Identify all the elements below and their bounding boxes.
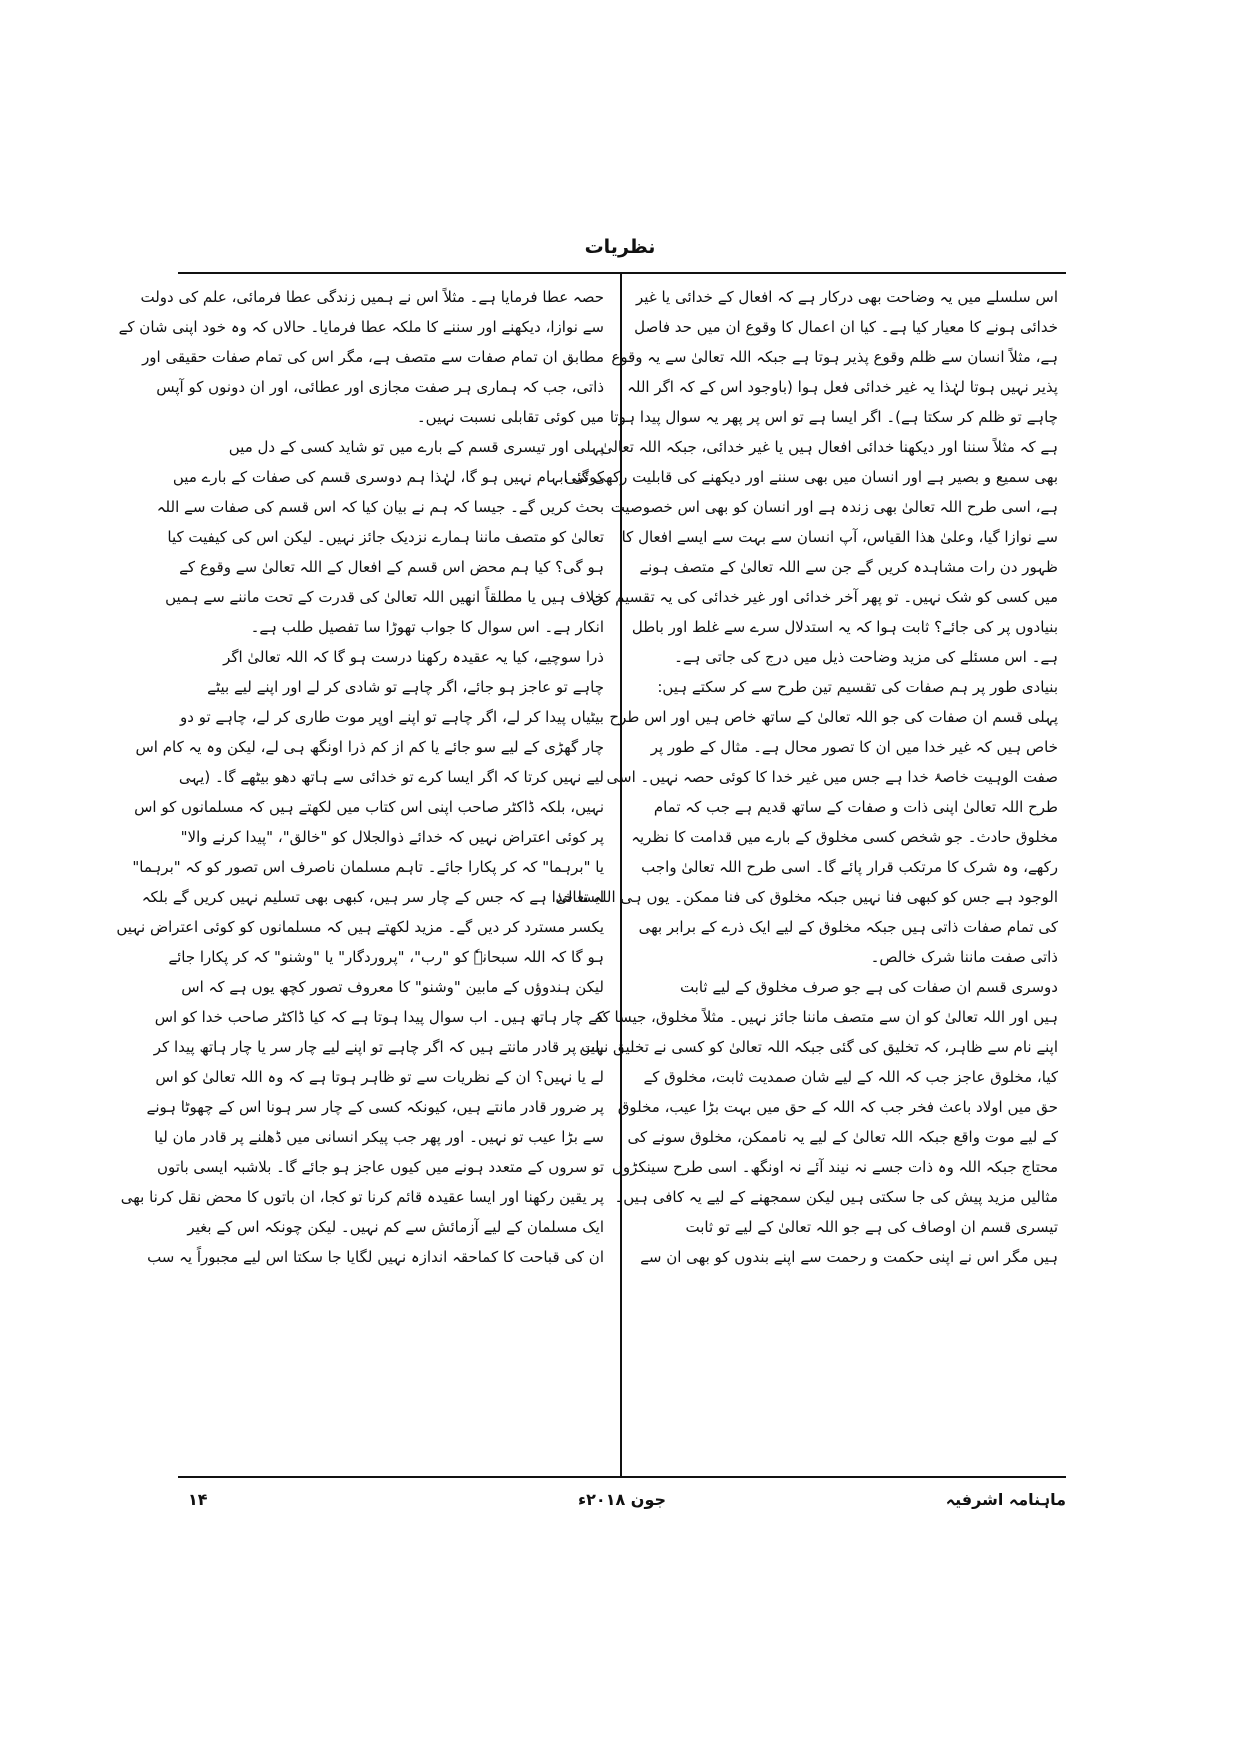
text-line: صفت الوہیت خاصۂ خدا ہے جس میں غیر خدا کا کوئی حصہ نہیں۔ اسی: [606, 768, 1058, 786]
text-line: ظہور دن رات مشاہدہ کریں گے جن سے اللہ تعالیٰ کے متصف ہونے: [639, 558, 1058, 576]
text-line: الوجود ہے جس کو کبھی فنا نہیں جبکہ مخلوق کی فنا ممکن۔ یوں ہی اللہ تعالیٰ: [555, 888, 1058, 906]
text-line: مخلوق حادث۔ جو شخص کسی مخلوق کے بارے میں قدامت کا نظریہ: [631, 828, 1058, 846]
text-line: یا "برہما" کہ کر پکارا جائے۔ تاہم مسلمان ناصرف اس تصور کو کہ "برہما": [132, 858, 604, 876]
text-line: ایک مسلمان کے لیے آزمائش سے کم نہیں۔ لیکن چونکہ اس کے بغیر: [187, 1218, 604, 1236]
text-line: اپنے نام سے ظاہر، کہ تخلیق کی گئی جبکہ اللہ تعالیٰ کو کسی نے تخلیق نہیں: [579, 1038, 1058, 1056]
text-line: کے چار ہاتھ ہیں۔ اب سوال پیدا ہوتا ہے کہ کیا ڈاکٹر صاحب خدا کو اس: [154, 1008, 604, 1026]
text-line: ہو گا کہ اللہ سبحانہٗ کو "رب"، "پروردگار" یا "وشنو" کہ کر پکارا جائے: [168, 948, 604, 966]
text-line: اس سلسلے میں یہ وضاحت بھی درکار ہے کہ افعال کے خدائی یا غیر: [636, 288, 1058, 306]
text-line: نہیں، بلکہ ڈاکٹر صاحب اپنی اس کتاب میں لکھتے ہیں کہ مسلمانوں کو اس: [134, 798, 604, 816]
text-line: میں کوئی تقابلی نسبت نہیں۔: [416, 408, 604, 426]
text-line: تعالیٰ کو متصف ماننا ہمارے نزدیک جائز نہیں۔ لیکن اس کی کیفیت کیا: [167, 528, 604, 546]
header-rule: [178, 272, 1066, 274]
text-line: محتاج جبکہ اللہ وہ ذات جسے نہ نیند آئے نہ اونگھ۔ اسی طرح سینکڑوں: [611, 1158, 1058, 1176]
left-text-column: [116, 282, 604, 1272]
text-line: ہیں مگر اس نے اپنی حکمت و رحمت سے اپنے بندوں کو بھی ان سے: [640, 1248, 1058, 1266]
text-line: پہلی اور تیسری قسم کے بارے میں تو شاید کسی کے دل میں: [228, 438, 604, 456]
footer-magazine-name: ماہنامہ اشرفیہ: [945, 1490, 1066, 1509]
text-line: پذیر نہیں ہوتا لہٰذا یہ غیر خدائی فعل ہوا (باوجود اس کے کہ اگر اللہ: [627, 378, 1058, 396]
text-line: کوئی ابہام نہیں ہو گا، لہٰذا ہم دوسری قسم کی صفات کے بارے میں: [172, 468, 604, 486]
text-line: ہے، اسی طرح اللہ تعالیٰ بھی زندہ ہے اور انسان کو بھی اس خصوصیت: [610, 498, 1058, 516]
text-line: ایسا خدا ہے کہ جس کے چار سر ہیں، کبھی بھی تسلیم نہیں کریں گے بلکہ: [141, 888, 604, 906]
footer-page-number: ۱۴: [188, 1490, 208, 1509]
text-line: رکھے، وہ شرک کا مرتکب قرار پائے گا۔ اسی طرح اللہ تعالیٰ واجب: [641, 858, 1058, 876]
text-line: ہے۔ اس مسئلے کی مزید وضاحت ذیل میں درج کی جاتی ہے۔: [674, 648, 1058, 666]
text-line: بحث کریں گے۔ جیسا کہ ہم نے بیان کیا کہ اس قسم کی صفات سے اللہ: [156, 498, 604, 516]
text-line: تو سروں کے متعدد ہونے میں کیوں عاجز ہو جائے گا۔ بلاشبہ ایسی باتوں: [156, 1158, 604, 1176]
text-line: طرح اللہ تعالیٰ اپنی ذات و صفات کے ساتھ قدیم ہے جب کہ تمام: [653, 798, 1058, 816]
text-line: کے لیے موت واقع جبکہ اللہ تعالیٰ کے لیے یہ ناممکن، مخلوق سونے کی: [627, 1128, 1058, 1146]
text-line: ہے کہ مثلاً سننا اور دیکھنا خدائی افعال ہیں یا غیر خدائی، جبکہ اللہ تعالیٰ: [600, 438, 1058, 456]
text-line: ان کی قباحت کا کماحقہ اندازہ نہیں لگایا جا سکتا اس لیے مجبوراً یہ سب: [147, 1248, 604, 1266]
page-header-title: نظریات: [584, 236, 656, 258]
text-line: مثالیں مزید پیش کی جا سکتی ہیں لیکن سمجھنے کے لیے یہ کافی ہیں۔: [614, 1188, 1058, 1206]
text-line: تیسری قسم ان اوصاف کی ہے جو اللہ تعالیٰ کے لیے تو ثابت: [685, 1218, 1058, 1236]
text-line: پر ضرور قادر مانتے ہیں، کیونکہ کسی کے چار سر ہونا اس کے چھوٹا ہونے: [146, 1098, 604, 1116]
text-line: ہیں اور اللہ تعالیٰ کو ان سے متصف ماننا جائز نہیں۔ مثلاً مخلوق، جیسا کہ: [593, 1008, 1058, 1026]
text-line: پر کوئی اعتراض نہیں کہ خدائے ذوالجلال کو "خالق"، "پیدا کرنے والا": [180, 828, 604, 846]
text-line: انکار ہے۔ اس سوال کا جواب تھوڑا سا تفصیل طلب ہے۔: [250, 618, 604, 636]
text-line: کیا، مخلوق عاجز جب کہ اللہ کے لیے شان صمدیت ثابت، مخلوق کے: [643, 1068, 1058, 1086]
text-line: ذرا سوچیے، کیا یہ عقیدہ رکھنا درست ہو گا کہ اللہ تعالیٰ اگر: [223, 648, 604, 666]
text-line: میں کسی کو شک نہیں۔ تو پھر آخر خدائی اور غیر خدائی کی یہ تقسیم کن: [591, 588, 1058, 606]
text-line: ہو گی؟ کیا ہم محض اس قسم کے افعال کے اللہ تعالیٰ سے وقوع کے: [179, 558, 604, 576]
text-line: ہے، مثلاً انسان سے ظلم وقوع پذیر ہوتا ہے جبکہ اللہ تعالیٰ سے یہ وقوع: [611, 348, 1058, 366]
text-line: چار گھڑی کے لیے سو جائے یا کم از کم ذرا اونگھ ہی لے، لیکن وہ یہ کام اس: [135, 738, 604, 756]
text-line: سے نوازا گیا، وعلیٰ ھذا القیاس، آپ انسان سے بہت سے ایسے افعال کا: [621, 528, 1058, 546]
text-line: خدائی ہونے کا معیار کیا ہے۔ کیا ان اعمال کا وقوع ان میں حد فاصل: [634, 318, 1058, 336]
text-line: سے نوازا، دیکھنے اور سننے کا ملکہ عطا فرمایا۔ حالاں کہ وہ خود اپنی شان کے: [118, 318, 604, 336]
text-line: یکسر مسترد کر دیں گے۔ مزید لکھتے ہیں کہ مسلمانوں کو کوئی اعتراض نہیں: [116, 918, 604, 936]
text-line: بات پر قادر مانتے ہیں کہ اگر چاہے تو اپنے لیے چار سر یا چار ہاتھ پیدا کر: [153, 1038, 604, 1056]
text-line: سے بڑا عیب تو نہیں۔ اور پھر جب پیکر انسانی میں ڈھلنے پر قادر مان لیا: [154, 1128, 604, 1146]
text-line: پہلی قسم ان صفات کی جو اللہ تعالیٰ کے ساتھ خاص ہیں اور اس طرح: [609, 708, 1058, 726]
text-line: خلاف ہیں یا مطلقاً انھیں اللہ تعالیٰ کی قدرت کے تحت ماننے سے ہمیں: [165, 588, 604, 606]
text-line: ذاتی، جب کہ ہماری ہر صفت مجازی اور عطائی، اور ان دونوں کو آپس: [156, 378, 604, 396]
text-line: لے یا نہیں؟ ان کے نظریات سے تو ظاہر ہوتا ہے کہ وہ اللہ تعالیٰ کو اس: [155, 1068, 604, 1086]
right-text-column: [555, 282, 1058, 1272]
page-footer: [178, 1490, 1066, 1520]
footer-issue-date: جون ۲۰۱۸ء: [577, 1490, 667, 1509]
text-line: بنیادی طور پر ہم صفات کی تقسیم تین طرح سے کر سکتے ہیں:: [657, 678, 1058, 696]
text-line: دوسری قسم ان صفات کی ہے جو صرف مخلوق کے لیے ثابت: [679, 978, 1058, 996]
text-line: چاہے تو عاجز ہو جائے، اگر چاہے تو شادی کر لے اور اپنے لیے بیٹے: [207, 678, 604, 696]
text-line: حق میں اولاد باعث فخر جب کہ اللہ کے حق میں بہت بڑا عیب، مخلوق: [617, 1098, 1058, 1116]
text-line: ذاتی صفت ماننا شرک خالص۔: [870, 948, 1058, 966]
text-line: مطابق ان تمام صفات سے متصف ہے، مگر اس کی تمام صفات حقیقی اور: [142, 348, 604, 366]
text-line: لیے نہیں کرتا کہ اگر ایسا کرے تو خدائی سے ہاتھ دھو بیٹھے گا۔ (یہی: [178, 768, 604, 786]
text-line: لیکن ہندوؤں کے مابین "وشنو" کا معروف تصور کچھ یوں ہے کہ اس: [181, 978, 604, 996]
text-line: خاص ہیں کہ غیر خدا میں ان کا تصور محال ہے۔ مثال کے طور پر: [650, 738, 1058, 756]
text-line: بنیادوں پر کی جائے؟ ثابت ہوا کہ یہ استدلال سرے سے غلط اور باطل: [631, 618, 1058, 636]
footer-rule: [178, 1476, 1066, 1478]
text-line: کی تمام صفات ذاتی ہیں جبکہ مخلوق کے لیے ایک ذرے کے برابر بھی: [638, 918, 1058, 936]
text-line: پر یقین رکھنا اور ایسا عقیدہ قائم کرنا تو کجا، ان باتوں کا محض نقل کرنا بھی: [120, 1188, 604, 1206]
text-line: بیٹیاں پیدا کر لے، اگر چاہے تو اپنے اوپر موت طاری کر لے، چاہے تو دو: [180, 708, 604, 726]
text-line: حصہ عطا فرمایا ہے۔ مثلاً اس نے ہمیں زندگی عطا فرمائی، علم کی دولت: [140, 288, 604, 306]
text-line: بھی سمیع و بصیر ہے اور انسان میں بھی سننے اور دیکھنے کی قابلیت رکھی گئی: [564, 468, 1058, 486]
text-line: چاہے تو ظلم کر سکتا ہے)۔ اگر ایسا ہے تو اس پر پھر یہ سوال پیدا ہوتا: [609, 408, 1058, 426]
